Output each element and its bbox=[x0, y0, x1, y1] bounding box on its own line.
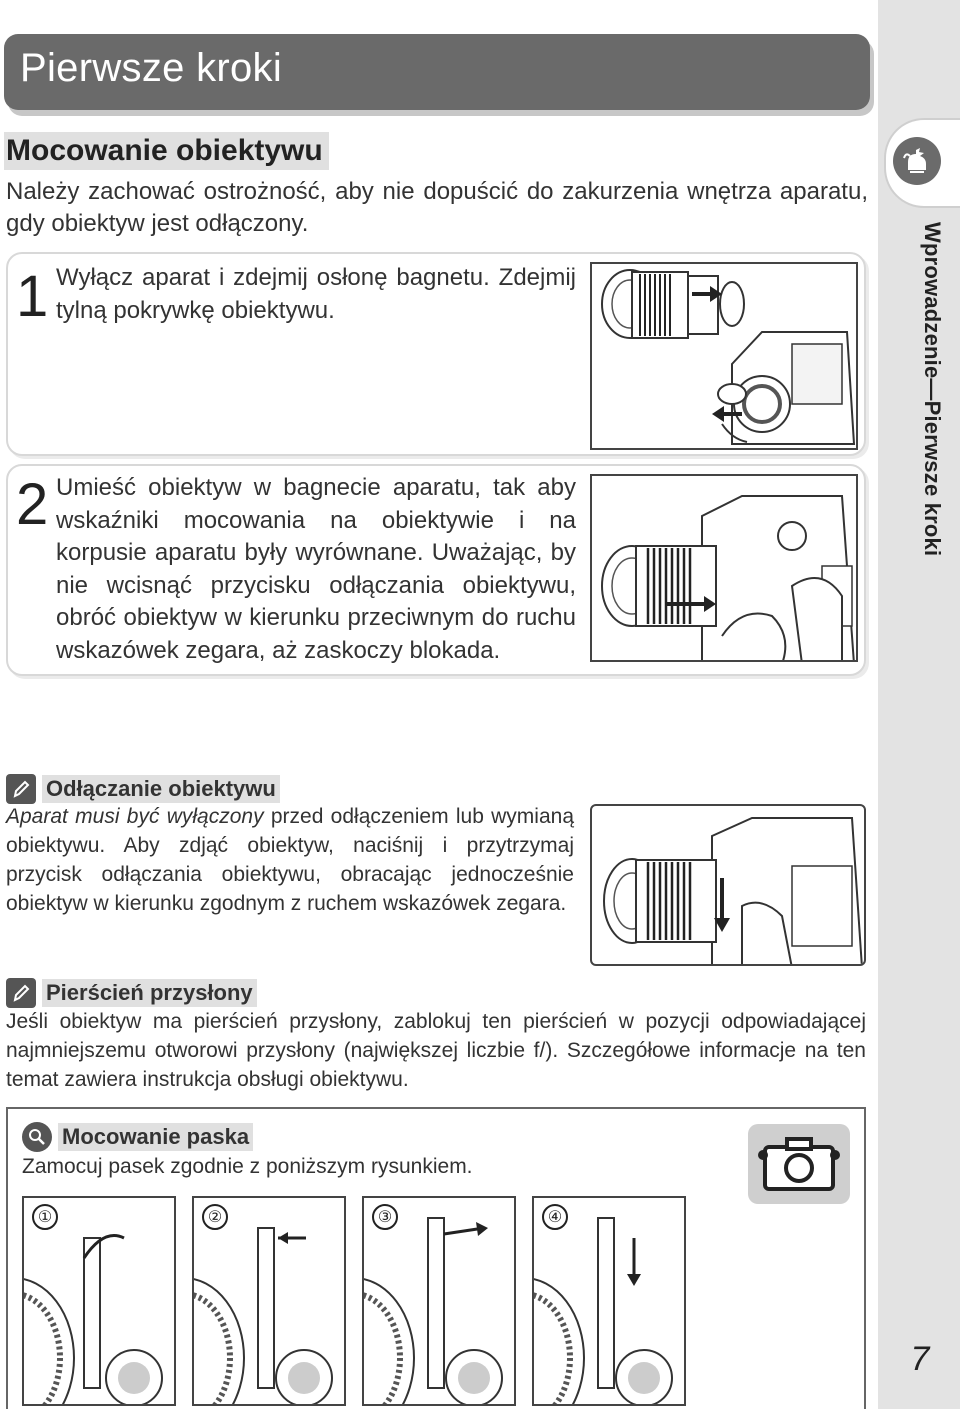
strap-panel-2 bbox=[192, 1196, 346, 1406]
magnifier-tip-icon bbox=[22, 1122, 52, 1152]
step-1-text: Wyłącz aparat i zdejmij osłonę bagnetu. Zdejmij tylną pokrywkę obiektywu. bbox=[56, 264, 576, 324]
note-strap-text: Zamocuj pasek zgodnie z poniższym rysunkiem. bbox=[22, 1155, 473, 1178]
strap-panel-3 bbox=[362, 1196, 516, 1406]
note-detach-title: Odłączanie obiektywu bbox=[42, 775, 280, 803]
section-side-label: Wprowadzenie—Pierwsze kroki bbox=[920, 222, 945, 557]
note-detach-header bbox=[6, 774, 280, 804]
section-heading: Mocowanie obiektywu bbox=[4, 132, 329, 170]
strap-step-1: ① bbox=[32, 1204, 58, 1230]
note-detach-text bbox=[6, 802, 574, 918]
note-aperture-text: Jeśli obiektyw ma pierścień przysłony, zablokuj ten pierścień w pozycji odpowiadającej najmniejszemu otworowi przysłony (największej liczbie f/). Szczegółowe informacje na ten temat zawiera instrukcja obsługi obiektywu. bbox=[6, 1010, 866, 1091]
strap-panel-4 bbox=[532, 1196, 686, 1406]
note-detach-body: przed odłączeniem lub wymianą obiektywu. Aby zdjąć obiektyw, naciśnij i przytrzymaj przycisk odłączania obiektywu, obracając jednocześnie obiektyw w kierunku zgodnym z ruchem wskazówek zegara. bbox=[6, 805, 575, 915]
intro-text: Należy zachować ostrożność, aby nie dopuścić do zakurzenia wnętrza aparatu, gdy obiektyw jest odłączony. bbox=[6, 178, 868, 237]
camera-icon bbox=[748, 1124, 850, 1204]
side-strip bbox=[878, 0, 960, 1409]
title-bar bbox=[4, 34, 870, 110]
pencil-note-icon bbox=[6, 978, 36, 1008]
note-aperture-header bbox=[6, 978, 257, 1008]
strap-step-2: ② bbox=[202, 1204, 228, 1230]
note-detach-emphasis: Aparat musi być wyłączony bbox=[6, 805, 264, 828]
step-2-illustration bbox=[590, 474, 858, 662]
note-strap-title: Mocowanie paska bbox=[58, 1123, 253, 1151]
detach-illustration bbox=[590, 804, 866, 966]
page-number: 7 bbox=[910, 1340, 930, 1378]
strap-step-3: ③ bbox=[372, 1204, 398, 1230]
step-2-number: 2 bbox=[16, 472, 49, 537]
note-strap-header bbox=[22, 1122, 253, 1152]
strap-panel-1 bbox=[22, 1196, 176, 1406]
rooster-icon bbox=[893, 137, 941, 185]
pencil-note-icon bbox=[6, 774, 36, 804]
page-title: Pierwsze kroki bbox=[20, 46, 283, 90]
step-1-number: 1 bbox=[16, 264, 49, 329]
step-2-text: Umieść obiektyw w bagnecie aparatu, tak aby wskaźniki mocowania na obiektywie i na korpusie aparatu były wyrównane. Uważając, by nie wcisnąć przycisku odłączania obiektywu, obróć obiektyw w kierunku przeciwnym do ruchu wskazówek zegara, aż zaskoczy blokada. bbox=[56, 474, 576, 664]
strap-step-4: ④ bbox=[542, 1204, 568, 1230]
note-aperture-title: Pierścień przysłony bbox=[42, 979, 257, 1007]
step-1-illustration bbox=[590, 262, 858, 450]
